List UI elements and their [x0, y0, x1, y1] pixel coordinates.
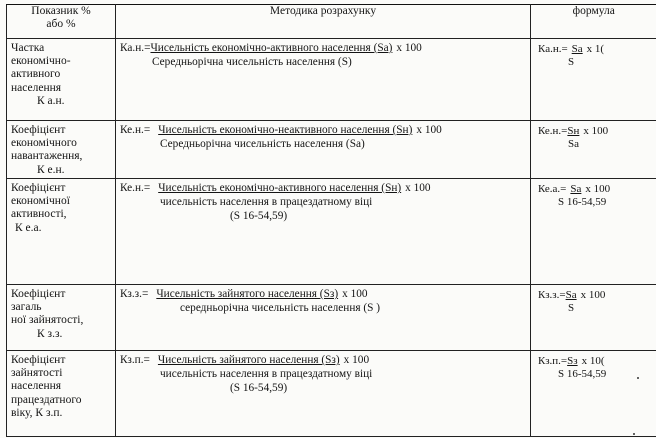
method-cell: Кз.з.= Чисельність зайнятого населення (Sз) х 100 середньорічна чисельність населення (S ) [116, 285, 531, 351]
header-method: Методика розрахунку [116, 5, 531, 39]
table-row [7, 285, 656, 351]
indicator-table [6, 4, 656, 437]
table-row [7, 39, 656, 121]
formula-cell: Ке.а.= Sa х 100 S 16-54,59 [531, 179, 656, 285]
indicator-name: Коефіцієнт економічного навантаження, К е.н. [7, 121, 116, 179]
indicator-name: Коефіцієнт економічної активності, К е.а. [7, 179, 116, 285]
formula-cell: Кз.з.=Sa х 100 S [531, 285, 656, 351]
scan-speck [633, 433, 635, 435]
scan-speck [637, 377, 639, 379]
method-cell: Ке.н.= Чисельність економічно-неактивного населення (Sн) х 100 Середньорічна чисельність населення (Sa) [116, 121, 531, 179]
method-prefix: Ка.н.= [120, 42, 151, 54]
formula-cell: Ка.н.= Sa х 1( S [531, 39, 656, 121]
method-denominator: Середньорічна чисельність населення (S) [152, 56, 352, 68]
indicator-name: Частка економічно- активного населення К а.н. [7, 39, 116, 121]
method-cell [116, 39, 531, 121]
method-numerator: Чисельність економічно-активного населення (Sa) [150, 42, 393, 54]
table-row [7, 351, 656, 437]
method-cell: Ке.н.= Чисельність економічно-активного населення (Sн) х 100 чисельність населення в працездатному віці (S 16-54,59) [116, 179, 531, 285]
header-row [7, 5, 656, 39]
method-mult: х 100 [396, 42, 422, 54]
indicator-name: Коефіцієнт зайнятості населення працездатного віку, К з.п. [7, 351, 116, 437]
table-row [7, 179, 656, 285]
indicator-name: Коефіцієнт загаль ної зайнятості, К з.з. [7, 285, 116, 351]
header-indicator: Показник % або % [7, 5, 116, 39]
formula-cell: Ке.н.=Sн х 100 Sa [531, 121, 656, 179]
header-formula: формула [531, 5, 656, 39]
method-cell: Кз.п.= Чисельність зайнятого населення (Sз) х 100 чисельність населення в працездатному віці (S 16-54,59) [116, 351, 531, 437]
table-row [7, 121, 656, 179]
formula-cell: Кз.п.=Sз х 10( S 16-54,59 [531, 351, 656, 437]
